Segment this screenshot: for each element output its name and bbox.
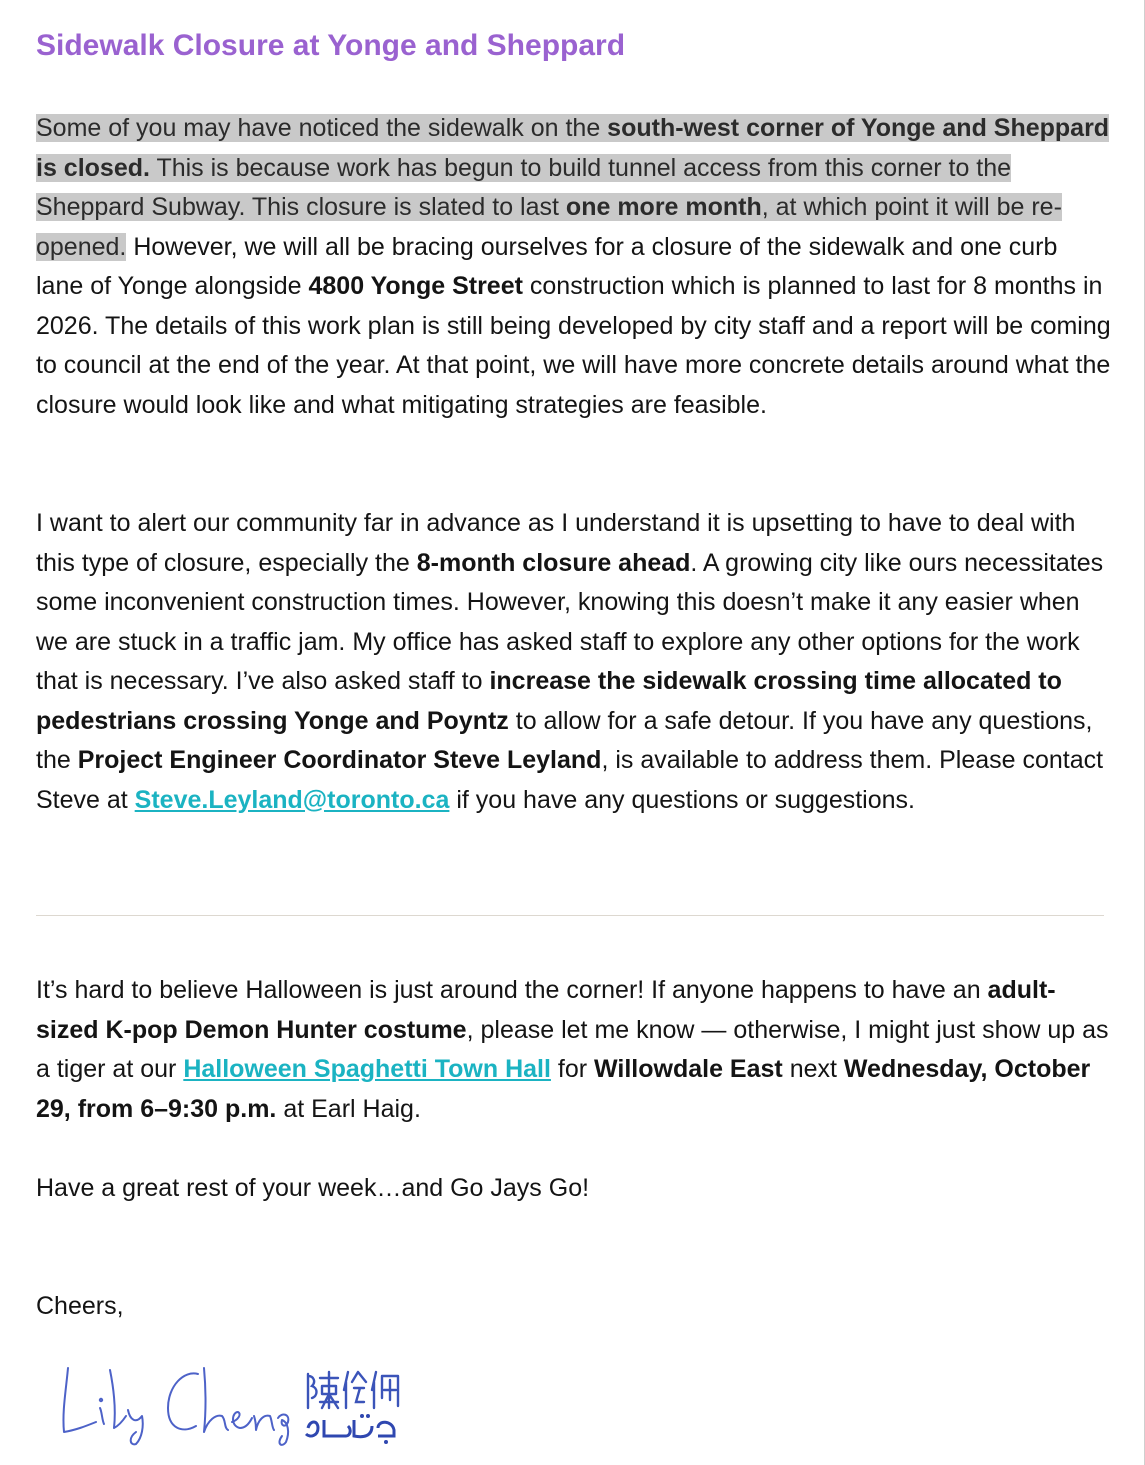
sign-off: Cheers, (36, 1292, 124, 1320)
town-hall-link[interactable]: Halloween Spaghetti Town Hall (183, 1055, 551, 1083)
halloween-paragraph: It’s hard to believe Halloween is just around the corner! If anyone happens to have an adult-sized K-pop Demon Hunter costume, please let me know — otherwise, I might just show up as a tiger at our Halloween Spaghetti Town Hall for Willowdale East next Wednesday, October 29, from 6–9:30 p.m. at Earl Haig. (36, 976, 1109, 1123)
community-alert-paragraph: I want to alert our community far in advance as I understand it is upsetting to have to deal with this type of closure, especially the 8-month closure ahead. A growing city like ours necessitates some inconvenient construction times. However, knowing this doesn’t make it any easier when we are stuck in a traffic jam. My office has asked staff to explore any other options for the work that is necessary. I’ve also asked staff to increase the sidewalk crossing time allocated to pedestrians crossing Yonge and Poyntz to allow for a safe detour. If you have any questions, the Project Engineer Coordinator Steve Leyland, is available to address them. Please contact Steve at Steve.Leyland@toronto.ca if you have any questions or suggestions. (36, 509, 1104, 814)
section-divider (36, 915, 1104, 916)
signature-image (56, 1350, 436, 1450)
email-link[interactable]: Steve.Leyland@toronto.ca (134, 785, 450, 814)
highlighted-text: Some of you may have noticed the sidewalk on the south-west corner of Yonge and Sheppard is closed. This is because work has begun to build tunnel access from this corner to the Sheppard Subway. This closure is slated to last one more month, at which point it will be re-opened. (36, 114, 1110, 261)
closing-line: Have a great rest of your week…and Go Jays Go! (36, 1174, 590, 1202)
section-title: Sidewalk Closure at Yonge and Sheppard (36, 29, 626, 62)
closure-paragraph: Some of you may have noticed the sidewalk on the south-west corner of Yonge and Sheppard is closed. This is because work has begun to build tunnel access from this corner to the Sheppard Subway. This closure is slated to last one more month, at which point it will be re-opened. However, we will all be bracing ourselves for a closure of the sidewalk and one curb lane of Yonge alongside 4800 Yonge Street construction which is planned to last for 8 months in 2026. The details of this work plan is still being developed by city staff and a report will be coming to council at the end of the year. At that point, we will have more concrete details around what the closure would look like and what mitigating strategies are feasible. (36, 114, 1111, 419)
